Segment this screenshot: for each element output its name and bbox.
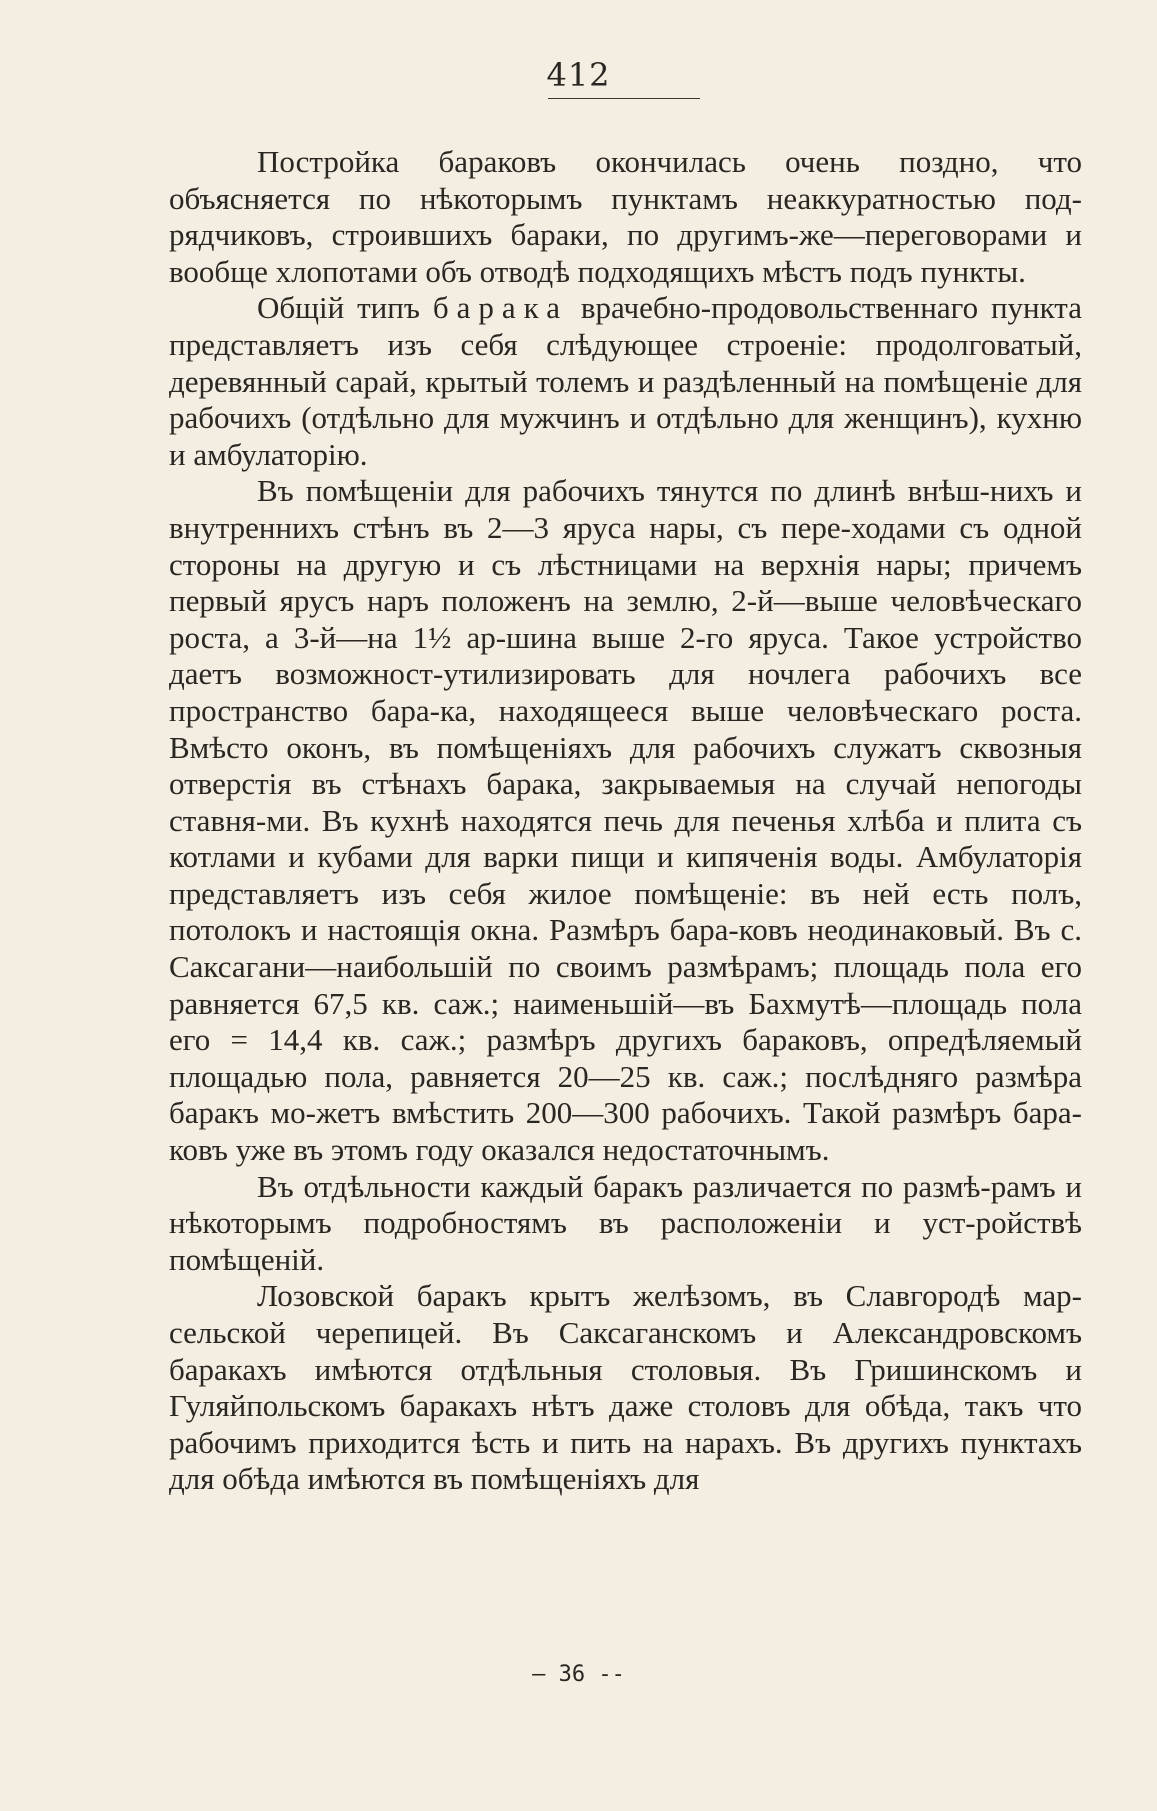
paragraph-2-end: врачебно-продовольственнаго пункта представляетъ изъ себя слѣдующее строеніе: продолговатый, деревянный сарай, крытый толемъ и раздѣленный на помѣщеніе для рабочихъ (отдѣльно для мужчинъ и отдѣльно для женщинъ), кухню и амбулаторію. <box>169 290 1082 472</box>
paragraph-2 <box>169 290 1082 473</box>
header-rule <box>548 98 700 99</box>
page-number: 412 <box>546 56 611 94</box>
spaced-word: барака <box>432 290 568 326</box>
signature-mark: — 36 -- <box>532 1662 625 1687</box>
paragraph-4: Въ отдѣльности каждый баракъ различается по размѣ-рамъ и нѣкоторымъ подробностямъ въ расположеніи и уст-ройствѣ помѣщеній. <box>169 1168 1082 1277</box>
paragraph-5: Лозовской баракъ крытъ желѣзомъ, въ Славгородѣ мар-сельской черепицей. Въ Саксаганскомъ и Александровскомъ баракахъ имѣются отдѣльныя столовыя. Въ Гришинскомъ и Гуляйпольскомъ баракахъ нѣтъ даже столовъ для обѣда, такъ что рабочимъ приходится ѣсть и пить на нарахъ. Въ другихъ пунктахъ для обѣда имѣются въ помѣщеніяхъ для <box>169 1278 1082 1497</box>
body-text <box>169 144 1082 1498</box>
paragraph-3: Въ помѣщеніи для рабочихъ тянутся по длинѣ внѣш-нихъ и внутреннихъ стѣнъ въ 2—3 яруса нары, съ пере-ходами съ одной стороны на другую и съ лѣстницами на верхнія нары; причемъ первый ярусъ наръ положенъ на землю, 2-й—выше человѣческаго роста, а 3-й—на 1½ ар-шина выше 2-го яруса. Такое устройство даетъ возможност-утилизировать для ночлега рабочихъ все пространство бара-ка, находящееся выше человѣческаго роста. Вмѣсто оконъ, въ помѣщеніяхъ для рабочихъ служатъ сквозныя отверстія въ стѣнахъ барака, закрываемыя на случай непогоды ставня-ми. Въ кухнѣ находятся печь для печенья хлѣба и плита съ котлами и кубами для варки пищи и кипяченія воды. Амбулаторія представляетъ изъ себя жилое помѣщеніе: въ ней есть полъ, потолокъ и настоящія окна. Размѣръ бара-ковъ неодинаковый. Въ с. Саксагани—наибольшій по своимъ размѣрамъ; площадь пола его равняется 67,5 кв. саж.; наименьшій—въ Бахмутѣ—площадь пола его = 14,4 кв. саж.; размѣръ другихъ бараковъ, опредѣляемый площадью пола, равняется 20—25 кв. саж.; послѣдняго размѣра баракъ мо-жетъ вмѣстить 200—300 рабочихъ. Такой размѣръ бара-ковъ уже въ этомъ году оказался недостаточнымъ. <box>169 473 1082 1168</box>
paragraph-1: Постройка бараковъ окончилась очень поздно, что объясняется по нѣкоторымъ пунктамъ неаккуратностью под-рядчиковъ, строившихъ бараки, по другимъ-же—переговорами и вообще хлопотами объ отводѣ подходящихъ мѣстъ подъ пункты. <box>169 144 1082 289</box>
paragraph-2-start: Общій типъ <box>257 290 433 326</box>
